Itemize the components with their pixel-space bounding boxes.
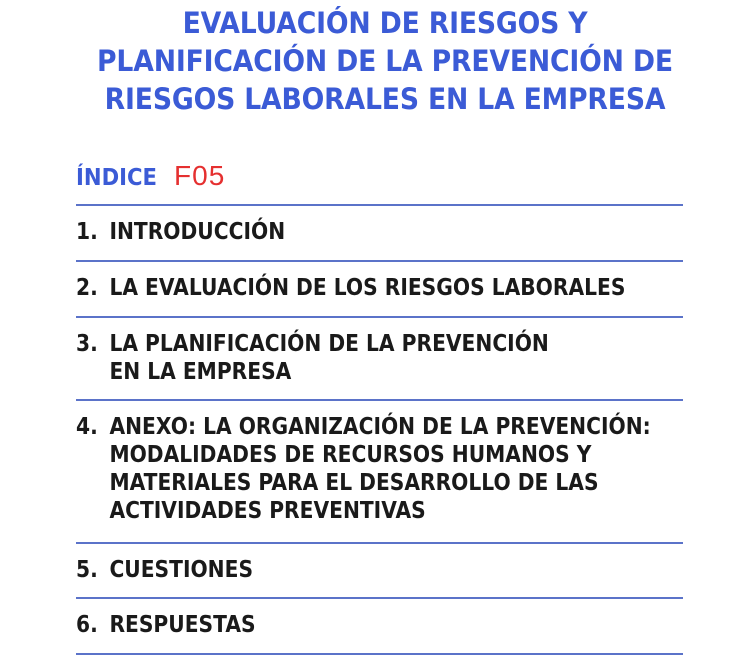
index-item-text: RESPUESTAS — [109, 612, 256, 638]
divider-rule — [76, 316, 683, 318]
document-title — [31, 4, 739, 118]
divider-rule — [76, 653, 683, 655]
index-item-text: EN LA EMPRESA — [109, 359, 292, 385]
divider-rule — [76, 597, 683, 599]
index-item-number: 3. — [76, 331, 98, 357]
index-heading — [76, 160, 225, 194]
index-item-number: 5. — [76, 557, 98, 583]
index-item-6 — [76, 611, 716, 639]
index-item-number: 4. — [76, 414, 98, 440]
divider-rule — [76, 399, 683, 401]
index-item-text: LA PLANIFICACIÓN DE LA PREVENCIÓN — [109, 331, 549, 357]
title-line-2: PLANIFICACIÓN DE LA PREVENCIÓN DE — [97, 44, 673, 78]
index-item-3 — [76, 330, 716, 386]
index-label: ÍNDICE — [76, 165, 158, 191]
index-item-number: 1. — [76, 219, 98, 245]
title-line-1: EVALUACIÓN DE RIESGOS Y — [182, 6, 588, 40]
index-item-2 — [76, 274, 716, 302]
title-line-3: RIESGOS LABORALES EN LA EMPRESA — [104, 82, 666, 116]
index-item-text: CUESTIONES — [109, 557, 254, 583]
divider-rule — [76, 542, 683, 544]
index-item-number: 6. — [76, 612, 98, 638]
divider-rule — [76, 260, 683, 262]
divider-rule — [76, 204, 683, 206]
index-code: F05 — [174, 160, 226, 191]
index-item-text: ACTIVIDADES PREVENTIVAS — [109, 498, 426, 524]
index-item-text: MODALIDADES DE RECURSOS HUMANOS Y — [109, 442, 592, 468]
index-item-5 — [76, 556, 716, 584]
index-item-number: 2. — [76, 275, 98, 301]
index-item-text: ANEXO: LA ORGANIZACIÓN DE LA PREVENCIÓN: — [109, 414, 651, 440]
index-item-text: LA EVALUACIÓN DE LOS RIESGOS LABORALES — [109, 275, 626, 301]
index-item-text: MATERIALES PARA EL DESARROLLO DE LAS — [109, 470, 599, 496]
index-item-text: INTRODUCCIÓN — [109, 219, 286, 245]
index-item-4 — [76, 413, 716, 525]
index-item-1 — [76, 218, 716, 246]
